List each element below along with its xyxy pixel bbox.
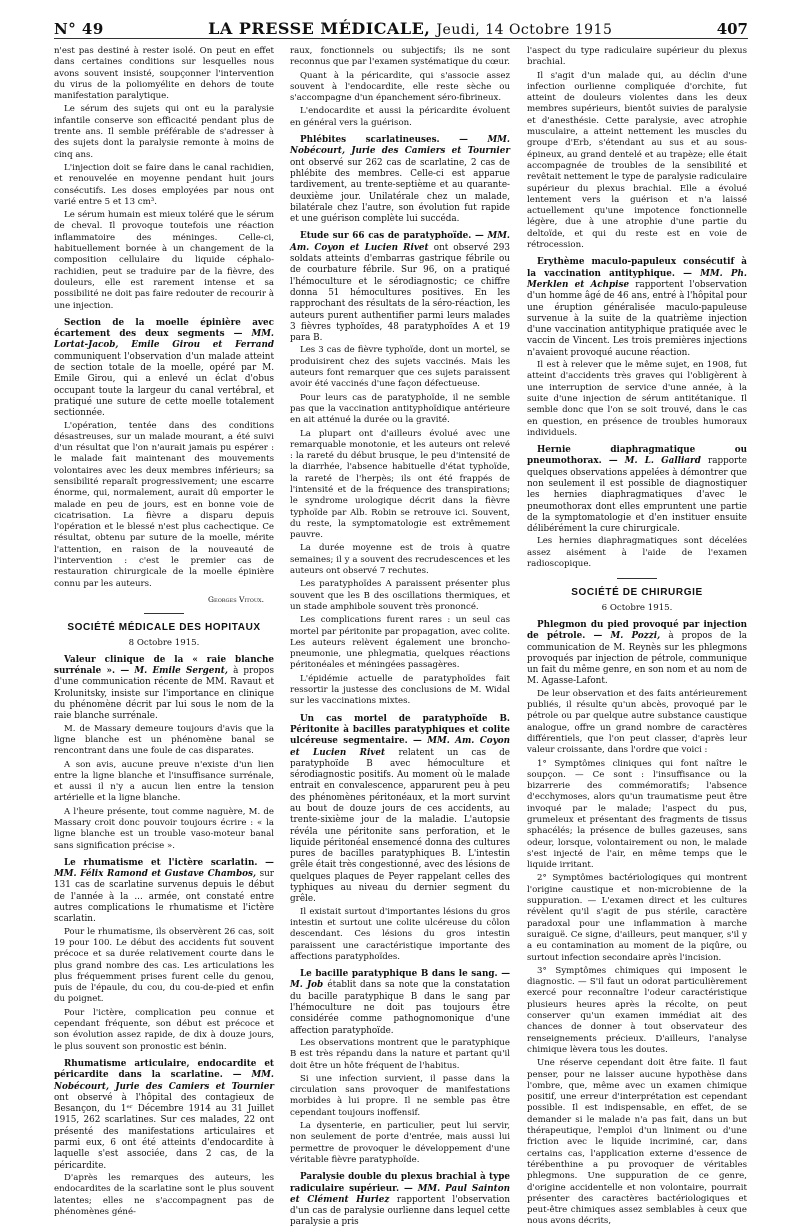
journal-title-line bbox=[208, 19, 612, 38]
article-authors: M. L. Galliard bbox=[624, 456, 701, 467]
paragraph: L'opération, tentée dans des conditions désastreuses, sur un malade mourant, a été suivi d'un résultat que l'on n'aurait jamais pu espérer : le malade fait maintenant des mouvements volontaires avec les deux membres inférieurs; sa sensibilité reparaît progressivement; une escarre énorme, qui, normalement, aurait dû emporter le malade en peu de jours, est en bonne voie de cicatrisation. La fièvre a disparu depuis l'opération et le blessé n'est plus cachectique. Ce résultat, obtenu par suture de la moelle, mérite l'attention, en raison de la nouveauté de l'intervention : c'est le premier cas de restauration chirurgicale de la moelle épinière connu par les auteurs. bbox=[54, 420, 274, 589]
article-authors: MM. Ph. Merklen et Achpise bbox=[527, 268, 747, 290]
article-authors: MM. Am. Coyon et Lucien Rivet bbox=[290, 231, 510, 253]
article-lead: à propos de la communication de M. Reynès sur les phlegmons provoqués par injection de pétrole, communique un fait du même genre, en son nom et au nom de M. Agasse-Lafont. bbox=[527, 631, 747, 687]
paragraph: L'endocardite et aussi la péricardite évoluent en général vers la guérison. bbox=[290, 106, 510, 128]
article-authors: MM. Paul Sainton et Clément Huriez bbox=[290, 1183, 510, 1205]
page-number: 407 bbox=[716, 20, 748, 38]
paragraph: Une réserve cependant doit être faite. Il faut penser, pour ne laisser aucune hypothèse dans l'ombre, que, même avec un examen chimique positif, une erreur d'interprétation est cependant possible. Il est indispensable, en effet, de se demander si le malade n'a pas fait, dans un but thérapeutique, l'emploi d'un liniment ou d'une friction avec le liquide incriminé, car, dans certains cas, l'application externe d'essence de térébenthine a pu provoquer de véritables phlegmons. Une suppuration de ce genre, d'origine accidentelle et non volontaire, pourrait présenter des caractères bactériologiques et peut-être chimiques assez semblables à ceux que nous avons décrits, bbox=[527, 1058, 747, 1227]
paragraph: Il existait surtout d'importantes lésions du gros intestin et surtout une colite ulcéreuse du côlon descendant. Ces lésions du gros intestin paraissent une caractéristique importante des affections paratyphoïdes. bbox=[290, 906, 510, 962]
paragraph: Les 3 cas de fièvre typhoïde, dont un mortel, se produisirent chez des sujets vaccinés. Mais les auteurs font remarquer que ces sujets paraissent avoir été vaccinés d'une façon défectueuse. bbox=[290, 345, 510, 390]
article-lead: rapporte quelques observations appelées à démontrer que non seulement il est possible de diagnostiquer les hernies diaphragmatiques d'avec le pneumothorax dont elles empruntent une partie de la symptomatologie et d'en instituer ensuite délibérément la cure chirurgicale. bbox=[527, 456, 747, 535]
article-authors: MM. Lortat-Jacob, Emile Girou et Ferrand bbox=[54, 329, 274, 351]
article-heading: Paralysie double du plexus brachial à type radiculaire supérieur. — MM. Paul Sainton et Clément Huriez rapportent l'observation d'un cas de paralysie ourlienne dans lequel cette paralysie a pris bbox=[290, 1172, 510, 1228]
article-title: Rhumatisme articulaire, endocardite et péricardite dans la scarlatine. bbox=[54, 1058, 274, 1081]
paragraph: L'injection doit se faire dans le canal rachidien, et renouvelée en moyenne pendant huit jours consécutifs. Les doses employées par nous ont varié entre 5 et 13 cm³. bbox=[54, 162, 274, 207]
paragraph: Il est à relever que le même sujet, en 1908, fut atteint d'accidents très graves qui l'obligèrent à une interruption de service d'une année, à la suite d'une injection de sérum antitétanique. Il semble donc que l'on se soit trouvé, dans le cas en question, en présence de troubles humoraux individuels. bbox=[527, 360, 747, 438]
section-date: 8 Octobre 1915. bbox=[128, 637, 200, 648]
article-lead: ont observé 293 soldats atteints d'embarras gastrique fébrile ou de courbature fébrile. Sur 96, on a pratiqué l'hémoculture et le sérodiagnostic; ce chiffre donna 51 hémocultures positives. En les rapprochant des résultats de la séro-réaction, les auteurs purent authentifier parmi leurs malades 3 fièvres typhoïdes, 48 paratyphoïdes A et 19 para B. bbox=[290, 242, 510, 344]
article-heading: Erythème maculo-papuleux consécutif à la vaccination antityphique. — MM. Ph. Merklen et Achpise rapportent l'observation d'un homme âgé de 46 ans, entré à l'hôpital pour une éruption généralisée maculo-papuleuse survenue à la suite de la quatrième injection d'une vaccination antityphique pratiquée avec le vaccin de Vincent. Les trois premières injections n'avaient provoqué aucune réaction. bbox=[527, 257, 747, 358]
article-heading: Le bacille paratyphique B dans le sang. — M. Job établit dans sa note que la constatation du bacille paratyphique B dans le sang par l'hémoculture ne doit pas toujours être considérée comme pathognomonique d'une affection paratyphoïde. bbox=[290, 969, 510, 1036]
paragraph: La dysenterie, en particulier, peut lui servir, non seulement de porte d'entrée, mais aussi lui permettre de provoquer le développement d'une véritable fièvre paratyphoïde. bbox=[290, 1121, 510, 1165]
article-lead: rapportent l'observation d'un homme âgé de 46 ans, entré à l'hôpital pour une éruption généralisée maculo-papuleuse survenue à la suite de la quatrième injection d'une vaccination antityphique pratiquée avec le vaccin de Vincent. Les trois premières injections n'avaient provoqué aucune réaction. bbox=[527, 279, 747, 358]
column-3 bbox=[527, 46, 747, 1230]
article-heading: Phlegmon du pied provoqué par injection de pétrole. — M. Pozzi, à propos de la communication de M. Reynès sur les phlegmons provoqués par injection de pétrole, communique un fait du même genre, en son nom et au nom de M. Agasse-Lafont. bbox=[527, 619, 747, 687]
paragraph: Pour leurs cas de paratyphoïde, il ne semble pas que la vaccination antityphoïdique antérieure en ait atténué la durée ou la gravité. bbox=[290, 392, 510, 426]
article-authors: M. Emile Sergent, bbox=[134, 666, 228, 677]
article-title: Hernie diaphragmatique ou pneumothorax. bbox=[527, 445, 747, 467]
section-date: 6 Octobre 1915. bbox=[601, 602, 673, 613]
paragraph: L'épidémie actuelle de paratyphoïdes fait ressortir la justesse des conclusions de M. Widal sur les vaccinations mixtes. bbox=[290, 673, 510, 707]
article-title: Phlébites scarlatineuses. bbox=[300, 135, 440, 146]
paragraph: Les observations montrent que le paratyphique B est très répandu dans la nature et partant qu'il doit être un hôte fréquent de l'habitus. bbox=[290, 1037, 510, 1071]
article-lead: relatent un cas de paratyphoïde B avec hémoculture et sérodiagnostic positifs. Au moment où le malade entrait en convalescence, apparurent peu à peu des phénomènes péritonéaux, et la mort survint au bout de douze jours de ces accidents, au trente-sixième jour de la maladie. L'autopsie révéla une péritonite sans perforation, et le liquide péritonéal ensemencé donna des cultures pures de bacilles paratyphiques B. L'intestin grêle était très congestionné, avec des lésions de quelques plaques de Peyer rappelant celles des typhiques au niveau du dernier segment du grêle. bbox=[290, 747, 511, 905]
article-authors: MM. Am. Coyon et Lucien Rivet bbox=[290, 736, 510, 758]
article-lead: ont observé sur 262 cas de scarlatine, 2 cas de phlébite des membres. Celle-ci est apparue tardivement, au trente-septième et au quarante-deuxième jour. Unilatérale chez un malade, bilatérale chez l'autre, son évolution fut rapide et une guérison complète lui succéda. bbox=[290, 157, 510, 225]
paragraph: l'aspect du type radiculaire supérieur du plexus brachial. bbox=[527, 46, 747, 68]
divider bbox=[617, 578, 657, 579]
paragraph: A l'heure présente, tout comme naguère, M. de Massary croit donc pouvoir toujours écrire : « la ligne blanche est un trouble vaso-moteur banal sans signification précise ». bbox=[54, 806, 274, 851]
article-authors: M. Pozzi, bbox=[610, 631, 661, 642]
paragraph: La plupart ont d'ailleurs évolué avec une remarquable monotonie, et les auteurs ont relevé : la rareté du début brusque, le peu d'intensité de la diarrhée, l'absence habituelle d'état typhoïde, la rareté de l'herpès; ils ont été frappés de l'intensité et de la fréquence des transpirations; le syndrome urologique décrit dans la fièvre typhoïde par Alb. Robin se retrouve ici. Souvent, du reste, la symptomatologie est extrêmement pauvre. bbox=[290, 428, 510, 541]
divider bbox=[144, 613, 184, 614]
paragraph: Pour le rhumatisme, ils observèrent 26 cas, soit 19 pour 100. Le début des accidents fut souvent précoce et sa durée relativement courte dans le plus grand nombre des cas. Les articulations les plus fréquemment prises furent celle du genou, puis de l'épaule, du cou, du cou-de-pied et enfin du poignet. bbox=[54, 926, 274, 1005]
article-title: Valeur clinique de la « raie blanche surrénale ». bbox=[54, 654, 274, 677]
article-heading: Le rhumatisme et l'ictère scarlatin. — MM. Félix Ramond et Gustave Chambos, sur 131 cas de scarlatine survenus depuis le début de l'année à la ... armée, ont constaté entre autres complications le rhumatisme et l'ictère scarlatin. bbox=[54, 857, 274, 925]
paragraph: raux, fonctionnels ou subjectifs; ils ne sont reconnus que par l'examen systématique du cœur. bbox=[290, 46, 510, 68]
paragraph: La durée moyenne est de trois à quatre semaines; il y a souvent des recrudescences et les auteurs ont observé 7 rechutes. bbox=[290, 543, 510, 577]
paragraph: Les hernies diaphragmatiques sont décelées assez aisément à l'aide de l'examen radioscopique. bbox=[527, 536, 747, 570]
paragraph: De leur observation et des faits antérieurement publiés, il résulte qu'un abcès, provoqué par le pétrole ou par quelque autre substance caustique analogue, offre un grand nombre de caractères différentiels, que l'on peut classer, d'après leur valeur croissante, dans l'ordre que voici : bbox=[527, 688, 747, 756]
article-lead: rapportent l'observation d'un cas de paralysie ourlienne dans lequel cette paralysie a pris bbox=[290, 1194, 510, 1228]
list-item: 3° Symptômes chimiques qui imposent le diagnostic. — S'il faut un odorat particulièrement exercé pour reconnaître l'odeur caractéristique plusieurs heures après la récolte, on peut conserver qu'un examen immédiat ait des chances de donner à tout observateur des renseignements précieux. D'ailleurs, l'analyse chimique lèvera tous les doutes. bbox=[527, 965, 747, 1055]
article-lead: communiquent l'observation d'un malade atteint de section totale de la moelle, opéré par M. Emile Girou, qui a enlevé un éclat d'obus occupant toute la largeur du canal vertébral, et pratiqué une suture de cette moelle totalement sectionnée. bbox=[54, 351, 274, 419]
paragraph: Pour l'ictère, complication peu connue et cependant fréquente, son début est précoce et son évolution assez rapide, de dix à douze jours, le plus souvent son pronostic est bénin. bbox=[54, 1007, 274, 1052]
article-heading: Hernie diaphragmatique ou pneumothorax. — M. L. Galliard rapporte quelques observations appelées à démontrer que non seulement il est possible de diagnostiquer les hernies diaphragmatiques d'avec le pneumothorax dont elles empruntent une partie de la symptomatologie et d'en instituer ensuite délibérément la cure chirurgicale. bbox=[527, 445, 747, 535]
article-title: Le bacille paratyphique B dans le sang. bbox=[300, 969, 498, 980]
article-heading: Etude sur 66 cas de paratyphoïde. — MM. Am. Coyon et Lucien Rivet ont observé 293 soldats atteints d'embarras gastrique fébrile ou de courbature fébrile. Sur 96, on a pratiqué l'hémoculture et le sérodiagnostic; ce chiffre donna 51 hémocultures positives. En les rapprochant des résultats de la séro-réaction, les auteurs purent authentifier parmi leurs malades 3 fièvres typhoïdes, 48 paratyphoïdes A et 19 para B. bbox=[290, 231, 510, 344]
article-title: Phlegmon du pied provoqué par injection de pétrole. bbox=[527, 619, 747, 642]
article-heading: Phlébites scarlatineuses. — MM. Nobécourt, Jurie des Camiers et Tournier ont observé sur 262 cas de scarlatine, 2 cas de phlébite des membres. Celle-ci est apparue tardivement, au trente-septième et au quarante-deuxième jour. Unilatérale chez un malade, bilatérale chez l'autre, son évolution fut rapide et une guérison complète lui succéda. bbox=[290, 135, 510, 225]
paragraph: M. de Massary demeure toujours d'avis que la ligne blanche est un phénomène banal se rencontrant dans une foule de cas disparates. bbox=[54, 723, 274, 757]
column-1 bbox=[54, 46, 274, 1220]
column-2 bbox=[290, 46, 510, 1230]
article-title: Erythème maculo-papuleux consécutif à la vaccination antityphique. bbox=[527, 257, 747, 279]
paragraph: Le sérum des sujets qui ont eu la paralysie infantile conserve son efficacité pendant plus de trente ans. Il semble préférable de s'adresser à des sujets dont la paralysie remonte à moins de cinq ans. bbox=[54, 104, 274, 160]
list-item: 2° Symptômes bactériologiques qui montrent l'origine caustique et non-microbienne de la suppuration. — L'examen direct et les cultures révèlent qu'il s'agit de pus stérile, caractère paradoxal pour une inflammation à marche suraiguë. Ce signe, d'ailleurs, peut manquer, s'il y a eu contamination au moment de la piqûre, ou surtout infection secondaire après l'incision. bbox=[527, 873, 747, 963]
list-item: 1° Symptômes cliniques qui font naître le soupçon. — Ce sont : l'insuffisance ou la bizarrerie des commémoratifs; l'absence d'ecchymoses, alors qu'un traumatisme peut être invoqué par le malade; l'aspect du pus, grumeleux et présentant des fragments de tissus sphacélés; la présence de bulles gazeuses, sans odeur, lorsque, volontairement ou non, le malade s'est injecté de l'air, en même temps que le liquide irritant. bbox=[527, 758, 747, 871]
article-authors: MM. Nobécourt, Jurie des Camiers et Tournier bbox=[290, 135, 510, 157]
article-authors: M. Job bbox=[290, 980, 324, 991]
article-authors: MM. Nobécourt, Jurie des Camiers et Tournier bbox=[54, 1070, 274, 1092]
issue-date: Jeudi, 14 Octobre 1915 bbox=[436, 22, 613, 38]
signature: Georges Vitoux. bbox=[208, 594, 264, 604]
page-header bbox=[54, 18, 748, 39]
article-title: Etude sur 66 cas de paratyphoïde. bbox=[300, 231, 472, 242]
article-heading: Un cas mortel de paratyphoïde B. Péritonite à bacilles paratyphiques et colite ulcéreuse segmentaire. — MM. Am. Coyon et Lucien Rivet relatent un cas de paratyphoïde B avec hémoculture et sérodiagnostic positifs. Au moment où le malade entrait en convalescence, apparurent peu à peu des phénomènes péritonéaux, et la mort survint au bout de douze jours de ces accidents, au trente-sixième jour de la maladie. L'autopsie révéla une péritonite sans perforation, et le liquide péritonéal ensemencé donna des cultures pures de bacilles paratyphiques B. L'intestin grêle était très congestionné, avec des lésions de quelques plaques de Peyer rappelant celles des typhiques au niveau du dernier segment du grêle. bbox=[290, 713, 511, 905]
paragraph: D'après les remarques des auteurs, les endocardites de la scarlatine sont le plus souvent latentes; elles ne s'accompagnent pas de phénomènes géné- bbox=[54, 1172, 274, 1217]
paragraph: A son avis, aucune preuve n'existe d'un lien entre la ligne blanche et l'insuffisance surrénale, et aussi il n'y a aucun lien entre la tension artérielle et la ligne blanche. bbox=[54, 759, 274, 804]
paragraph: n'est pas destiné à rester isolé. On peut en effet dans certaines conditions sur lesquelles nous avons souvent insisté, soupçonner l'intervention du virus de la poliomyélite en dehors de toute manifestation paralytique. bbox=[54, 46, 274, 102]
journal-title: LA PRESSE MÉDICALE, bbox=[208, 19, 431, 38]
paragraph: Les paratyphoïdes A paraissent présenter plus souvent que les B des oscillations thermiques, et un stade amphibole souvent très prononcé. bbox=[290, 579, 510, 612]
issue-number: N° 49 bbox=[54, 20, 104, 38]
paragraph: Le sérum humain est mieux toléré que le sérum de cheval. Il provoque toutefois une réaction inflammatoire des méninges. Celle-ci, habituellement bornée à un changement de la composition cellulaire du liquide céphalo-rachidien, peut se traduire par de la fièvre, des douleurs, elle est rarement intense et sa possibilité ne doit pas faire redouter de recourir à une injection. bbox=[54, 210, 274, 311]
paragraph: Si une infection survient, il passe dans la circulation sans provoquer de manifestations morbides à lui propre. Il ne semble pas être cependant toujours inoffensif. bbox=[290, 1073, 510, 1118]
article-lead: établit dans sa note que la constatation du bacille paratyphique B dans le sang par l'hémoculture ne doit pas toujours être considérée comme pathognomonique d'une affection paratyphoïde. bbox=[290, 980, 510, 1036]
article-title: Le rhumatisme et l'ictère scarlatin. bbox=[64, 857, 258, 868]
paragraph: Quant à la péricardite, qui s'associe assez souvent à l'endocardite, elle reste sèche ou s'accompagne d'un épanchement séro-fibrineux. bbox=[290, 70, 510, 104]
article-title: Section de la moelle épinière avec écartement des deux segments bbox=[54, 317, 274, 340]
article-heading: Valeur clinique de la « raie blanche surrénale ». — M. Emile Sergent, à propos d'une communication récente de MM. Ravaut et Krolunitsky, insiste sur l'importance en clinique du phénomène décrit par lui sous le nom de la raie blanche surrénale. bbox=[54, 654, 274, 722]
article-authors: MM. Félix Ramond et Gustave Chambos, bbox=[54, 869, 257, 880]
paragraph: Les complications furent rares : un seul cas mortel par péritonite par propagation, avec colite. Les auteurs relèvent également une broncho-pneumonie, une phlegmatia, quelques réactions péritonéales et méningées passagères. bbox=[290, 615, 510, 671]
section-title: SOCIÉTÉ DE CHIRURGIE bbox=[571, 587, 703, 599]
article-title: Paralysie double du plexus brachial à type radiculaire supérieur. bbox=[290, 1172, 510, 1194]
article-heading: Rhumatisme articulaire, endocardite et péricardite dans la scarlatine. — MM. Nobécourt, Jurie des Camiers et Tournier ont observé à l'hôpital des contagieux de Besançon, du 1ᵉʳ Décembre 1914 au 31 Juillet 1915, 262 scarlatines. Sur ces malades, 22 ont présenté des manifestations articulaires et parmi eux, 6 ont été atteints d'endocardite à laquelle s'est associée, dans 2 cas, de la péricardite. bbox=[54, 1058, 274, 1171]
section-title: SOCIÉTÉ MÉDICALE DES HOPITAUX bbox=[67, 622, 261, 634]
article-title: Un cas mortel de paratyphoïde B. Péritonite à bacilles paratyphiques et colite ulcéreuse segmentaire. bbox=[290, 713, 510, 747]
article-lead: ont observé à l'hôpital des contagieux de Besançon, du 1ᵉʳ Décembre 1914 au 31 Juillet 1915, 262 scarlatines. Sur ces malades, 22 ont présenté des manifestations articulaires et parmi eux, 6 ont été atteints d'endocardite à laquelle s'est associée, dans 2 cas, de la péricardite. bbox=[54, 1092, 274, 1171]
paragraph: Il s'agit d'un malade qui, au déclin d'une infection ourlienne compliquée d'orchite, fut atteint de douleurs violentes dans les deux membres supérieurs, bientôt suivies de paralysie et d'anesthésie. Cette paralysie, avec atrophie musculaire, a atteint nettement les muscles du groupe d'Erb, s'étendant au sus et au sous-épineux, au grand dentelé et au trapèze; elle était accompagnée de troubles de la sensibilité et revêtait nettement le type de paralysie radiculaire supérieur du plexus brachial. Elle a évolué lentement vers la guérison et n'a laissé actuellement qu'une impotence fonctionnelle légère, due à une atrophie d'une partie du deltoïde, et qui du reste est en voie de rétrocession. bbox=[527, 70, 747, 251]
article-heading: Section de la moelle épinière avec écartement des deux segments — MM. Lortat-Jacob, Emile Girou et Ferrand communiquent l'observation d'un malade atteint de section totale de la moelle, opéré par M. Emile Girou, qui a enlevé un éclat d'obus occupant toute la largeur du canal vertébral, et pratiqué une suture de cette moelle totalement sectionnée. bbox=[54, 317, 274, 419]
article-lead: sur 131 cas de scarlatine survenus depuis le début de l'année à la ... armée, ont constaté entre autres complications le rhumatisme et l'ictère scarlatin. bbox=[54, 869, 274, 925]
article-lead: à propos d'une communication récente de MM. Ravaut et Krolunitsky, insiste sur l'importance en clinique du phénomène décrit par lui sous le nom de la raie blanche surrénale. bbox=[54, 666, 274, 722]
